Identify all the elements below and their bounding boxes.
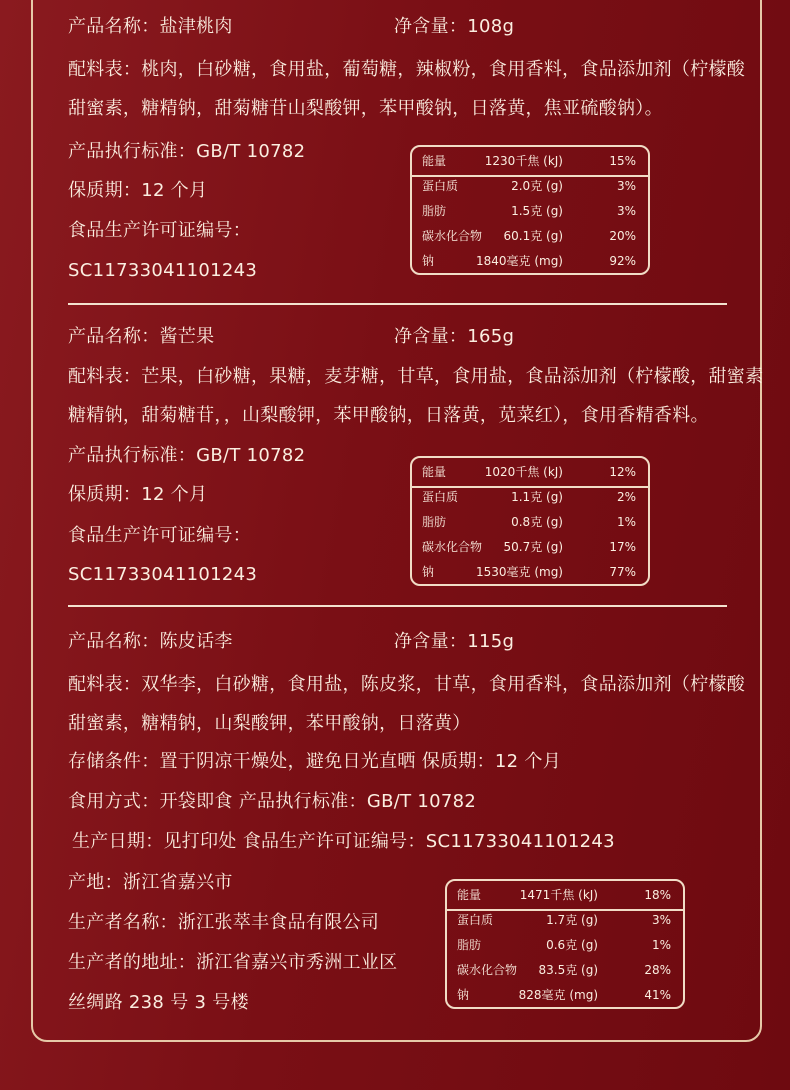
net-content: 净含量：115g [394,631,515,652]
license-number: SC11733041101243 [68,260,258,281]
nutrient-nrv: 1% [616,515,636,529]
nutrient-amount: 60.1克 (g) [503,229,563,243]
product-name: 产品名称：陈皮话李 [68,631,233,652]
storage-conditions: 存储条件：置于阴凉干燥处，避免日光直晒 保质期：12 个月 [68,751,562,772]
nutrition-row [412,460,648,484]
nutrition-table [410,145,650,275]
nutrition-table [410,456,650,586]
nutrition-row [412,149,648,173]
nutrition-row [447,983,683,1007]
nutrient-nrv: 18% [644,888,671,902]
nutrient-nrv: 20% [609,229,636,243]
nutrient-nrv: 77% [609,565,636,579]
nutrient-amount: 1020千焦 (kJ) [484,465,563,479]
nutrient-name: 脂肪 [422,515,447,529]
nutrient-name: 碳水化合物 [422,229,483,243]
nutrient-name: 钠 [457,988,470,1002]
nutrient-name: 蛋白质 [457,913,494,927]
nutrient-nrv: 2% [616,490,636,504]
nutrient-nrv: 3% [651,913,671,927]
net-content: 净含量：165g [394,326,515,347]
nutrient-nrv: 28% [644,963,671,977]
nutrient-name: 能量 [422,465,447,479]
nutrient-nrv: 1% [651,938,671,952]
nutrient-name: 碳水化合物 [422,540,483,554]
product-name: 产品名称：盐津桃肉 [68,16,233,37]
nutrition-row [412,249,648,273]
nutrient-nrv: 92% [609,254,636,268]
ingredients-line: 糖精钠，甜菊糖苷，，山梨酸钾，苯甲酸钠，日落黄，苋菜红），食用香精香料。 [68,405,709,426]
producer-address: 生产者的地址：浙江省嘉兴市秀洲工业区 [68,952,398,973]
nutrient-name: 钠 [422,254,435,268]
production-date-and-license: 生产日期：见打印处 食品生产许可证编号：SC11733041101243 [72,831,615,852]
ingredients-line: 配料表：双华李，白砂糖，食用盐，陈皮浆，甘草，食用香料，食品添加剂（柠檬酸 [68,674,746,695]
ingredients-line: 甜蜜素，糖精钠，山梨酸钾，苯甲酸钠，日落黄） [68,713,471,734]
producer-name: 生产者名称：浙江张萃丰食品有限公司 [68,912,380,933]
nutrient-amount: 50.7克 (g) [503,540,563,554]
nutrient-amount: 1230千焦 (kJ) [484,154,563,168]
nutrient-amount: 0.8克 (g) [511,515,563,529]
nutrient-nrv: 3% [616,204,636,218]
license-label: 食品生产许可证编号： [68,220,251,241]
nutrition-row [412,224,648,248]
nutrition-row [412,485,648,509]
nutrient-amount: 1.5克 (g) [511,204,563,218]
nutrient-amount: 1471千焦 (kJ) [519,888,598,902]
nutrient-amount: 2.0克 (g) [511,179,563,193]
nutrient-name: 钠 [422,565,435,579]
nutrition-row [412,560,648,584]
nutrition-row [447,883,683,907]
nutrient-amount: 828毫克 (mg) [518,988,598,1002]
ingredients-line: 配料表：芒果，白砂糖，果糖，麦芽糖，甘草，食用盐，食品添加剂（柠檬酸，甜蜜素 [68,366,764,387]
nutrient-name: 蛋白质 [422,179,459,193]
nutrient-name: 能量 [422,154,447,168]
producer-address: 丝绸路 238 号 3 号楼 [68,992,249,1013]
net-content: 净含量：108g [394,16,515,37]
nutrition-row [412,174,648,198]
nutrition-row [447,933,683,957]
ingredients-line: 甜蜜素，糖精钠，甜菊糖苷山梨酸钾，苯甲酸钠，日落黄，焦亚硫酸钠）。 [68,98,663,119]
license-label: 食品生产许可证编号： [68,525,251,546]
shelf-life: 保质期：12 个月 [68,484,208,505]
nutrition-table [445,879,685,1009]
standard: 产品执行标准：GB/T 10782 [68,141,306,162]
nutrient-nrv: 17% [609,540,636,554]
nutrition-row [412,510,648,534]
nutrition-row [447,908,683,932]
ingredients-line: 配料表：桃肉，白砂糖，食用盐，葡萄糖，辣椒粉，食用香料，食品添加剂（柠檬酸 [68,59,746,80]
nutrient-name: 脂肪 [422,204,447,218]
nutrient-amount: 83.5克 (g) [538,963,598,977]
nutrient-amount: 1.1克 (g) [511,490,563,504]
product-name: 产品名称：酱芒果 [68,326,215,347]
nutrition-row [412,535,648,559]
section-divider [68,303,727,305]
nutrient-amount: 0.6克 (g) [546,938,598,952]
origin: 产地：浙江省嘉兴市 [68,872,233,893]
nutrient-name: 能量 [457,888,482,902]
nutrition-row [412,199,648,223]
shelf-life: 保质期：12 个月 [68,180,208,201]
nutrient-nrv: 3% [616,179,636,193]
standard: 产品执行标准：GB/T 10782 [68,445,306,466]
nutrient-amount: 1530毫克 (mg) [475,565,563,579]
nutrition-row [447,958,683,982]
nutrient-nrv: 41% [644,988,671,1002]
nutrient-amount: 1.7克 (g) [546,913,598,927]
nutrient-name: 脂肪 [457,938,482,952]
section-divider [68,605,727,607]
nutrient-nrv: 15% [609,154,636,168]
usage-and-standard: 食用方式：开袋即食 产品执行标准：GB/T 10782 [68,791,477,812]
nutrient-name: 碳水化合物 [457,963,518,977]
nutrient-amount: 1840毫克 (mg) [475,254,563,268]
license-number: SC11733041101243 [68,564,258,585]
nutrient-name: 蛋白质 [422,490,459,504]
nutrient-nrv: 12% [609,465,636,479]
